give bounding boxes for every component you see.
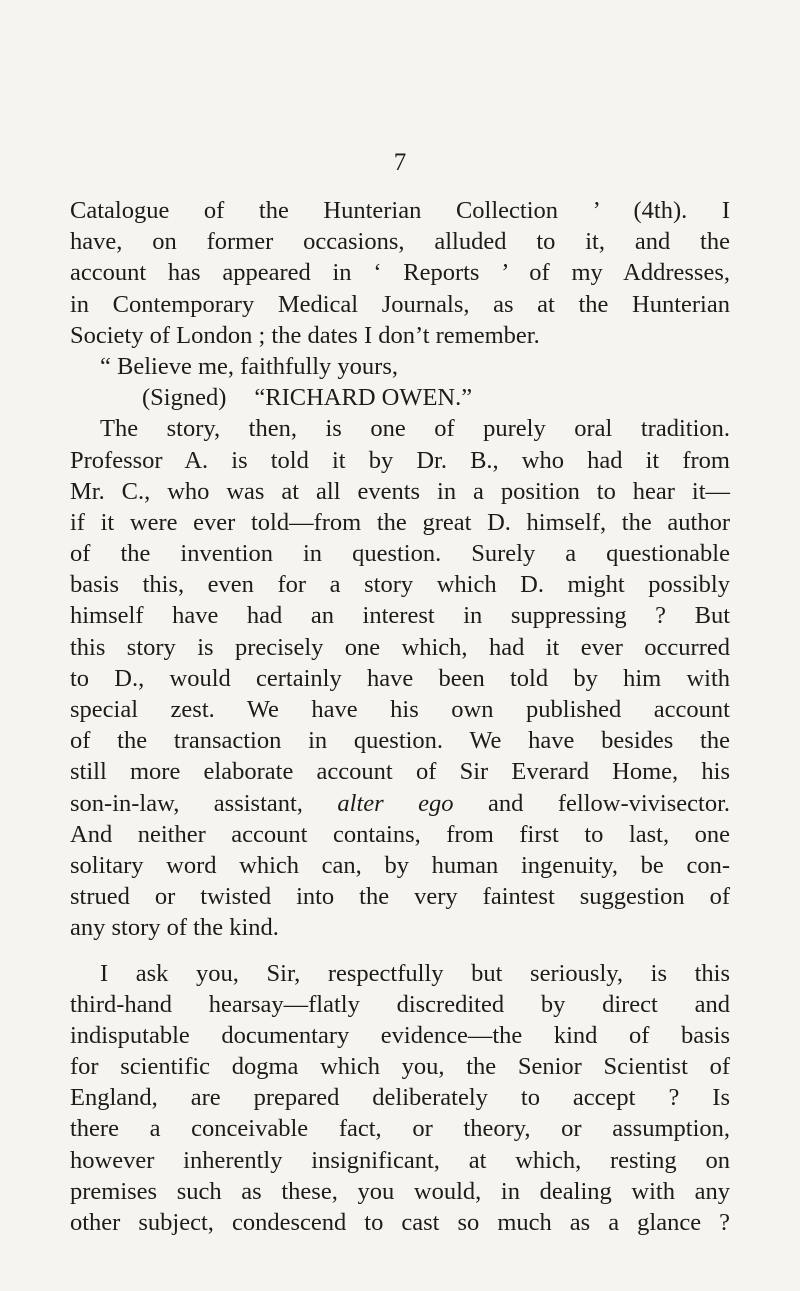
signed-label: (Signed) — [142, 384, 227, 412]
signatory-name: “RICHARD OWEN.” — [254, 384, 473, 412]
text-line: special zest. We have his own published account — [70, 696, 730, 723]
text-line: account has appeared in ‘ Reports ’ of my Addresses, — [70, 259, 730, 287]
paragraph-gap — [70, 944, 730, 958]
text-line: premises such as these, you would, in dealing with any — [70, 1177, 730, 1205]
text-line — [70, 788, 730, 819]
text-line: himself have had an interest in suppressing ? But — [70, 602, 730, 630]
text-segment: son-in-law, assistant, — [70, 789, 303, 817]
text-line: England, are prepared deliberately to accept ? Is — [70, 1084, 730, 1112]
text-line: other subject, condescend to cast so much as a glance ? — [70, 1209, 730, 1236]
letter-signature — [70, 382, 730, 413]
text-line: still more elaborate account of Sir Everard Home, his — [70, 758, 730, 786]
text-line: have, on former occasions, alluded to it, and the — [70, 228, 730, 256]
text-line: basis this, even for a story which D. might possibly — [70, 571, 730, 599]
text-line: if it were ever told—from the great D. himself, the author — [70, 508, 730, 536]
text-line: Professor A. is told it by Dr. B., who had it from — [70, 446, 730, 474]
text-line: in Contemporary Medical Journals, as at the Hunterian — [70, 290, 730, 318]
text-line: indisputable documentary evidence—the kind of basis — [70, 1021, 730, 1049]
text-line: Society of London ; the dates I don’t remember. — [70, 321, 540, 349]
letter-closing: “ Believe me, faithfully yours, — [100, 352, 398, 380]
text-line: solitary word which can, by human ingenuity, be con- — [70, 851, 730, 879]
text-line: strued or twisted into the very faintest suggestion of — [70, 883, 730, 911]
text-line: this story is precisely one which, had it ever occurred — [70, 633, 730, 661]
text-line: there a conceivable fact, or theory, or assumption, — [70, 1115, 730, 1143]
text-line: The story, then, is one of purely oral tradition. — [100, 415, 730, 443]
page-number: 7 — [393, 149, 407, 176]
text-line: And neither account contains, from first to last, one — [70, 820, 730, 848]
text-segment: and fellow-vivisector. — [488, 789, 731, 817]
text-line: I ask you, Sir, respectfully but seriously, is this — [100, 959, 730, 987]
text-line: of the transaction in question. We have besides the — [70, 727, 730, 755]
text-line: Catalogue of the Hunterian Collection ’ (4th). I — [70, 197, 730, 224]
text-line: for scientific dogma which you, the Senior Scientist of — [70, 1053, 730, 1081]
body-text — [70, 195, 730, 1238]
italic-phrase: alter ego — [337, 789, 454, 817]
text-line: Mr. C., who was at all events in a position to hear it— — [70, 477, 730, 505]
text-line: any story of the kind. — [70, 914, 279, 942]
text-line: to D., would certainly have been told by him with — [70, 664, 730, 692]
text-line: of the invention in question. Surely a questionable — [70, 540, 730, 568]
text-line: third-hand hearsay—flatly discredited by direct and — [70, 990, 730, 1018]
text-line: however inherently insignificant, at which, resting on — [70, 1146, 730, 1174]
